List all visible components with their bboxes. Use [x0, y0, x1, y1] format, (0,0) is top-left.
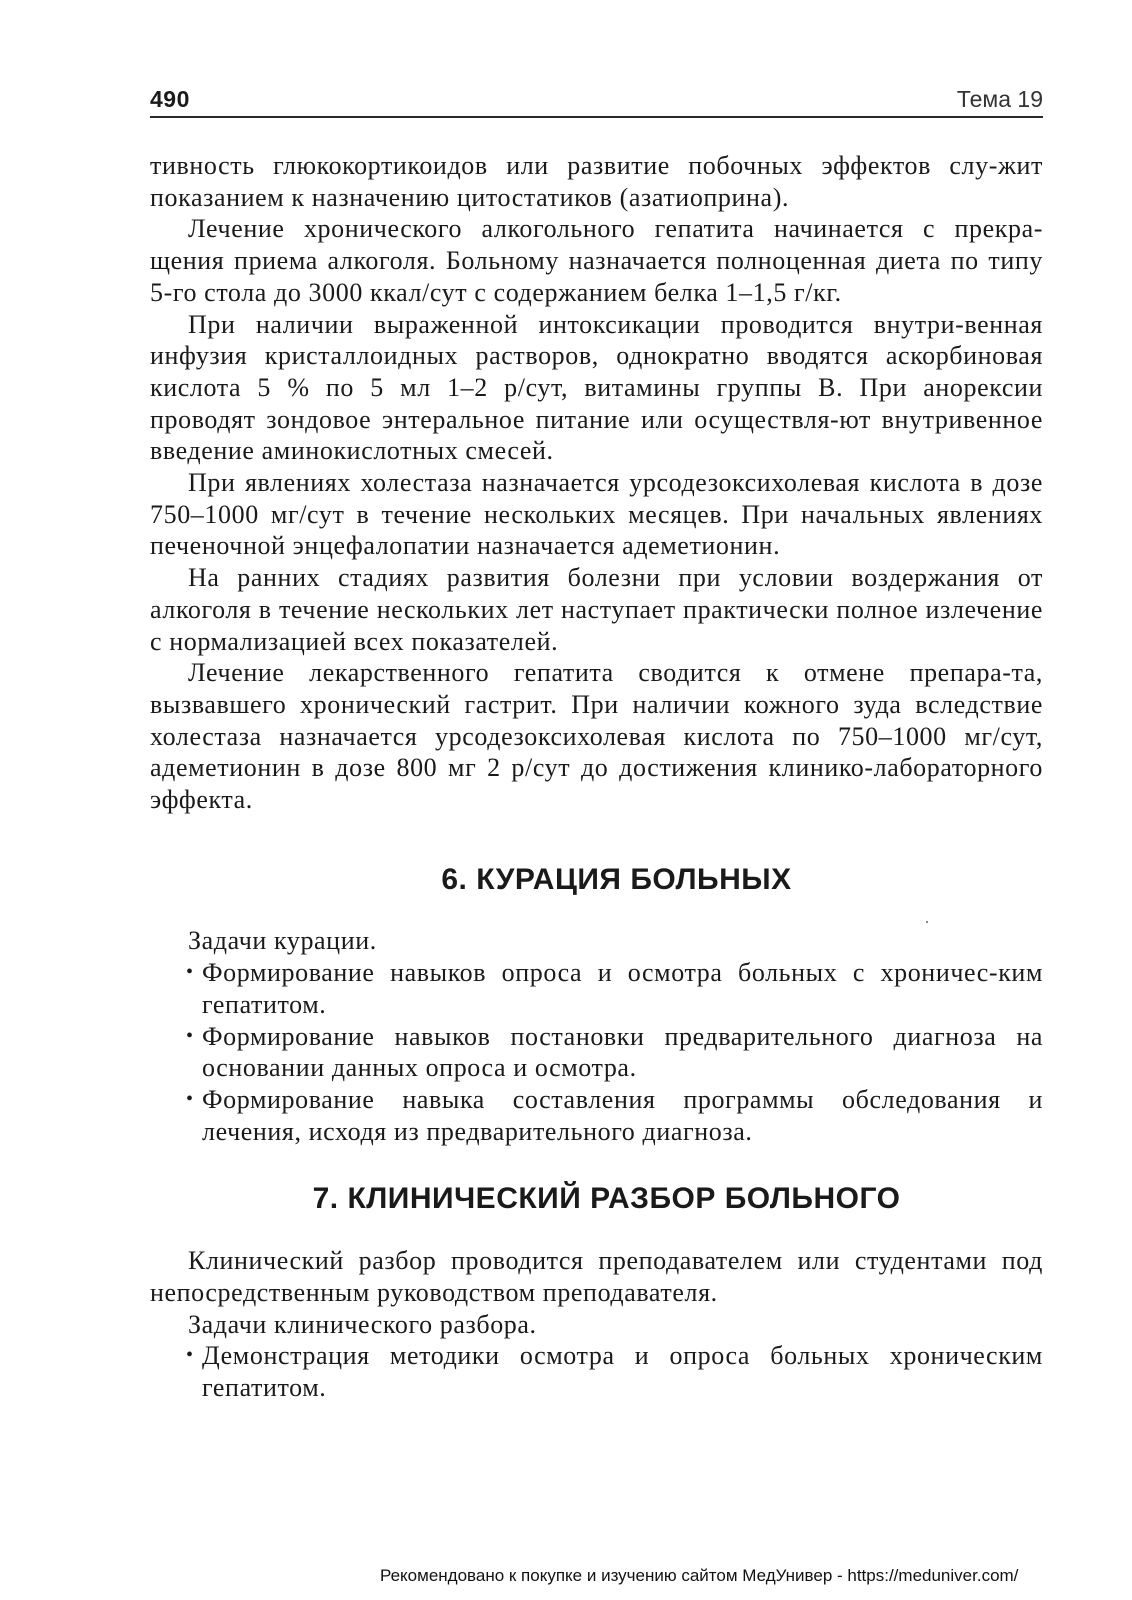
- section-heading-clinical-review: 7. КЛИНИЧЕСКИЙ РАЗБОР БОЛЬНОГО: [312, 1182, 901, 1216]
- list-item: [150, 957, 1043, 1020]
- paragraph-drug-hepatitis: Лечение лекарственного гепатита сводится к отмене препара-та, вызвавшего хронический гастрит. При наличии кожного зуда вследствие холестаза назначается урсодезоксихолевая кислота по 750–1000 мг/сут, адеметионин в дозе 800 мг 2 р/сут до достижения клинико-лабораторного эффекта.: [150, 658, 1043, 815]
- list-item: [150, 1340, 1043, 1403]
- paragraph-intoxication: При наличии выраженной интоксикации проводится внутри-венная инфузия кристаллоидных растворов, однократно вводятся аскорбиновая кислота 5 % по 5 мл 1–2 р/сут, витамины группы В. При анорексии проводят зондовое энтеральное питание или осуществля-ют внутривенное введение аминокислотных смесей.: [150, 309, 1043, 466]
- list-item: [150, 1021, 1043, 1084]
- section-heading-curation: 6. КУРАЦИЯ БОЛЬНЫХ: [441, 862, 792, 896]
- bullet-icon: •: [186, 1024, 194, 1047]
- paragraph-continuation: тивность глюкокортикоидов или развитие побочных эффектов слу-жит показанием к назначению цитостатиков (азатиоприна).: [150, 151, 1043, 212]
- running-head: Тема 19: [956, 86, 1043, 112]
- footer-watermark: Рекомендовано к покупке и изучению сайтом МедУнивер - https://meduniver.com/: [380, 1566, 1019, 1585]
- curation-tasks-intro: Задачи курации.: [188, 926, 377, 956]
- bullet-icon: •: [186, 1087, 194, 1110]
- paragraph-early-stages: На ранних стадиях развития болезни при условии воздержания от алкоголя в течение нескольких лет наступает практически полное излечение с нормализацией всех показателей.: [150, 563, 1043, 656]
- bullet-icon: •: [186, 1344, 194, 1367]
- curation-tasks-list: [150, 957, 1043, 1147]
- page-number: 490: [150, 86, 190, 112]
- bullet-icon: •: [186, 961, 194, 984]
- paragraph-alcoholic-hepatitis: Лечение хронического алкогольного гепатита начинается с прекра-щения приема алкоголя. Больному назначается полноценная диета по типу 5-го стола до 3000 ккал/сут с содержанием белка 1–1,5 г/кг.: [150, 214, 1043, 307]
- list-item: [150, 1084, 1043, 1147]
- list-item-text: Демонстрация методики осмотра и опроса больных хроническим гепатитом.: [202, 1341, 1043, 1402]
- clinical-review-tasks-list: [150, 1340, 1043, 1403]
- list-item-text: Формирование навыка составления программы обследования и лечения, исходя из предварительного диагноза.: [202, 1084, 1043, 1146]
- page-body: [150, 150, 1043, 1404]
- scan-speck: [926, 921, 928, 923]
- paragraph-cholestasis: При явлениях холестаза назначается урсодезоксихолевая кислота в дозе 750–1000 мг/сут в течение нескольких месяцев. При начальных явлениях печеночной энцефалопатии назначается адеметионин.: [150, 468, 1043, 561]
- paragraph-clinical-review: Клинический разбор проводится преподавателем или студентами под непосредственным руководством преподавателя.: [150, 1246, 1043, 1307]
- list-item-text: Формирование навыков опроса и осмотра больных с хроничес-ким гепатитом.: [202, 958, 1043, 1019]
- list-item-text: Формирование навыков постановки предварительного диагноза на основании данных опроса и осмотра.: [202, 1021, 1043, 1083]
- clinical-review-tasks-intro: Задачи клинического разбора.: [188, 1309, 537, 1339]
- page-header: [150, 80, 1043, 118]
